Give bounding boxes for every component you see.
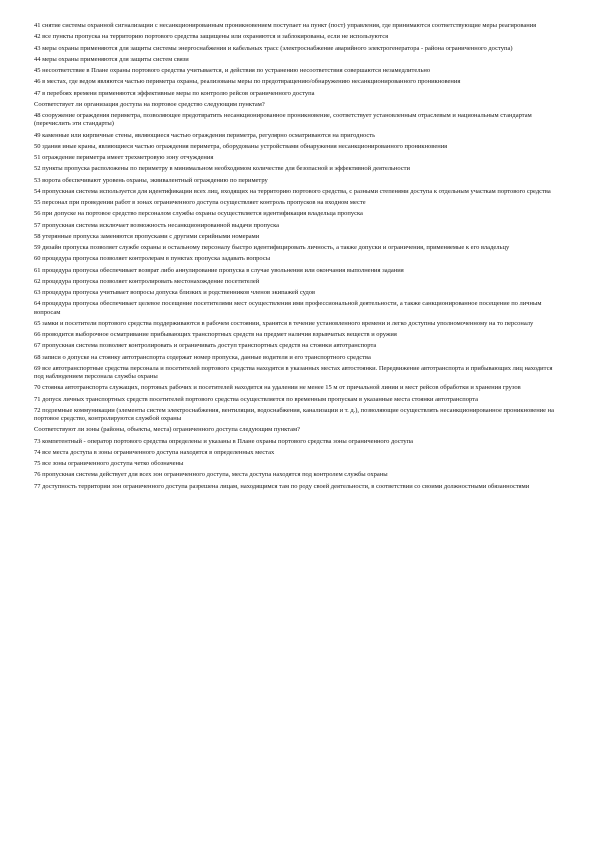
item-text: пропускная система используется для идентификации всех лиц, входящих на территорию портового средства, с разными степенями доступа к отдельным участкам портового средства — [42, 187, 551, 195]
checklist-item — [34, 22, 562, 30]
item-text: стоянка автотранспорта служащих, портовых рабочих и посетителей находится на удалении не менее 15 м от причальной линии и мест рейсов обработки и хранения грузов — [42, 384, 521, 392]
checklist-item — [34, 154, 562, 162]
checklist-item — [34, 165, 562, 173]
item-text: пропускная система действует для всех зон ограниченного доступа, места доступа находятся под контролем службы охраны — [42, 471, 388, 479]
checklist-item — [34, 384, 562, 392]
item-number: 41 — [34, 22, 41, 29]
item-number: 72 — [34, 406, 41, 414]
item-number: 71 — [34, 395, 41, 403]
checklist-item — [34, 365, 562, 382]
checklist-item — [34, 199, 562, 207]
item-text: замки и посетители портового средства поддерживаются в рабочем состоянии, хранятся в течение установленного времени и легко доступны уполномоченному на то персоналу — [42, 319, 534, 327]
item-number: 43 — [34, 44, 41, 52]
item-text: в перебоях времени применяются эффективные меры по контролю рейсов ограниченного доступа — [42, 89, 315, 97]
item-text: процедура пропуска позволяет контролировать местонахождение посетителей — [42, 277, 260, 285]
checklist-item — [34, 177, 562, 185]
checklist-item — [34, 78, 562, 86]
checklist-item — [34, 233, 562, 241]
item-text: Соответствуют ли зоны (районы, объекты, места) ограниченного доступа следующим пунктам? — [34, 426, 301, 434]
checklist-item — [34, 407, 562, 424]
checklist-item — [34, 354, 562, 362]
checklist-item — [34, 244, 562, 252]
item-number: 74 — [34, 448, 41, 456]
checklist-item — [34, 438, 562, 446]
item-number: 70 — [34, 384, 41, 392]
item-text: пропускная система исключает возможность несанкционированной выдачи пропуска — [42, 221, 280, 229]
item-number: 76 — [34, 471, 41, 479]
item-text: при допуске на портовое средство персоналом службы охраны осуществляется идентификация владельца пропуска — [42, 210, 363, 218]
checklist-item — [34, 143, 562, 151]
item-number: 61 — [34, 266, 41, 274]
item-number: 46 — [34, 78, 41, 86]
checklist-item — [34, 112, 562, 129]
item-number: 44 — [34, 55, 41, 63]
item-number: 63 — [34, 289, 41, 296]
checklist-item — [34, 449, 562, 457]
item-text: снятие системы охранной сигнализации с несанкционированным проникновением поступает на пункт (пост) управления, где принимаются соответствующие меры реагирования — [42, 22, 537, 29]
item-number: 69 — [34, 364, 41, 372]
item-text: проводится выборочное осматривание прибывающих транспортных средств на предмет наличия взрывчатых веществ и оружия — [42, 331, 397, 338]
item-text: все зоны ограниченного доступа четко обозначены — [42, 460, 184, 467]
item-text: персонал при проведении работ в зонах ограниченного доступа осуществляет контроль пропусков на входном месте — [42, 199, 366, 206]
checklist-item — [34, 471, 562, 479]
checklist-item — [34, 132, 562, 140]
item-text: допуск личных транспортных средств посетителей портового средства осуществляется по временным пропускам в указанные места стоянки автотранспорта — [42, 395, 478, 403]
item-number: 52 — [34, 165, 41, 173]
item-number: 64 — [34, 300, 41, 308]
item-text: несоответствие в Плане охраны портового средства учитывается, и действия по устранению несоответствия совершаются незамедлительно — [42, 67, 431, 74]
item-text: пункты пропуска расположены по периметру в минимальном необходимом количестве для безопасной и эффективной деятельности — [42, 165, 411, 173]
item-text: дизайн пропуска позволяет службе охраны и остальному персоналу быстро идентифицировать личность, а также допуски и ограничения, применяемые к его владельцу — [42, 244, 510, 251]
item-text: каменные или кирпичные стены, являющиеся частью ограждения периметра, регулярно осматриваются на пригодность — [42, 131, 376, 139]
item-number: 65 — [34, 319, 41, 327]
item-text: Соответствует ли организация доступа на портовое средство следующим пунктам? — [34, 100, 265, 108]
checklist-item — [34, 45, 562, 53]
checklist-item — [34, 56, 562, 64]
item-text: в местах, где ведом являются частью периметра охраны, реализованы меры по предотвращению/обнаружению несанкционированного проникновения — [42, 78, 461, 86]
checklist-item — [34, 90, 562, 98]
checklist-item — [34, 342, 562, 350]
item-number: 54 — [34, 187, 41, 195]
item-number: 73 — [34, 437, 41, 445]
checklist-item — [34, 331, 562, 339]
item-number: 62 — [34, 277, 41, 285]
item-number: 49 — [34, 131, 41, 139]
item-text: утерянные пропуска заменяются пропусками с другими серийными номерами — [42, 232, 260, 240]
checklist-item — [34, 483, 562, 491]
item-text: здания иные краны, являющиеся частью ограждения периметра, оборудованы устройствами обнаружения несанкционированного проникновения — [42, 142, 448, 150]
item-text: меры охраны применяются для защиты систем связи — [42, 55, 189, 63]
item-number: 68 — [34, 353, 41, 361]
item-text: все пункты пропуска на территорию портового средства защищены или охраняются и заблокированы, если не используются — [42, 33, 389, 41]
item-number: 56 — [34, 210, 41, 218]
item-text: процедура пропуска учитывает вопросы допуска близких и родственников членов экипажей судов — [42, 289, 316, 296]
item-number: 66 — [34, 331, 41, 338]
item-text: пропускная система позволяет контролировать и ограничивать доступ транспортных средств на стоянки автотранспорта — [42, 342, 377, 350]
item-text: все места доступа в зоны ограниченного доступа находятся в определенных местах — [42, 448, 275, 456]
item-text: ограждение периметра имеет трехметровую зону отчуждения — [42, 154, 214, 161]
item-number: 77 — [34, 482, 41, 490]
section-question — [34, 101, 562, 109]
checklist-item — [34, 33, 562, 41]
document-body — [34, 22, 562, 494]
item-text: меры охраны применяются для защиты системы энергоснабжения и кабельных трасс (электроснабжение аварийного электрогенератора - района ограниченного доступа) — [42, 44, 513, 52]
item-number: 55 — [34, 199, 41, 206]
item-text: процедура пропуска обеспечивает возврат либо аннулирование пропуска в случае увольнения или окончания выполнения задания — [42, 266, 404, 274]
item-text: все автотранспортные средства персонала и посетителей портового средства находятся в указанных местах автостоянки. Передвижение автотранспорта и прибывающих лиц находится под наблюдением персонала службы охраны — [34, 364, 553, 380]
checklist-item — [34, 67, 562, 75]
checklist-item — [34, 320, 562, 328]
item-text: подземные коммуникации (элементы систем электроснабжения, вентиляции, водоснабжения, канализации и т. д.), позволяющие осуществлять несанкционированное проникновение на портовое средство, контролируются службой охраны — [34, 406, 555, 422]
item-number: 45 — [34, 67, 41, 74]
item-number: 51 — [34, 154, 41, 161]
item-number: 60 — [34, 255, 41, 263]
checklist-item — [34, 188, 562, 196]
item-number: 58 — [34, 232, 41, 240]
item-text: компетентный - оператор портового средства определены и указаны в Плане охраны портового средства зоны ограниченного доступа — [42, 437, 414, 445]
item-number: 59 — [34, 244, 41, 251]
checklist-item — [34, 300, 562, 317]
item-number: 57 — [34, 221, 41, 229]
checklist-item — [34, 267, 562, 275]
checklist-item — [34, 278, 562, 286]
section-question — [34, 426, 562, 434]
item-number: 48 — [34, 112, 41, 119]
item-number: 75 — [34, 460, 41, 467]
item-text: процедура пропуска обеспечивает целевое посещение посетителями мест осуществления ими профессиональной деятельности, а также санкционированное посещение по личным вопросам — [34, 300, 542, 316]
item-number: 50 — [34, 142, 41, 150]
checklist-item — [34, 255, 562, 263]
checklist-item — [34, 396, 562, 404]
item-number: 67 — [34, 342, 41, 350]
item-number: 42 — [34, 33, 41, 41]
checklist-item — [34, 222, 562, 230]
checklist-item — [34, 289, 562, 297]
checklist-item — [34, 210, 562, 218]
item-number: 47 — [34, 89, 41, 97]
item-number: 53 — [34, 176, 41, 184]
checklist-item — [34, 460, 562, 468]
item-text: сооружение ограждения периметра, позволяющее предотвратить несанкционированное проникновение, соответствует установленным отраслевым и национальным стандартам (перечислить эти стандарты) — [34, 112, 532, 128]
item-text: доступность территории зон ограниченного доступа разрешена лицам, находящимся там по роду своей деятельности, в соответствии со своими должностными обязанностями — [42, 482, 530, 490]
item-text: записи о допуске на стоянку автотранспорта содержат номер пропуска, данные водителя и его транспортного средства — [42, 353, 371, 361]
item-text: процедура пропуска позволяет контролерам в пунктах пропуска задавать вопросы — [42, 255, 271, 263]
item-text: ворота обеспечивают уровень охраны, эквивалентный ограждению по периметру — [42, 176, 268, 184]
